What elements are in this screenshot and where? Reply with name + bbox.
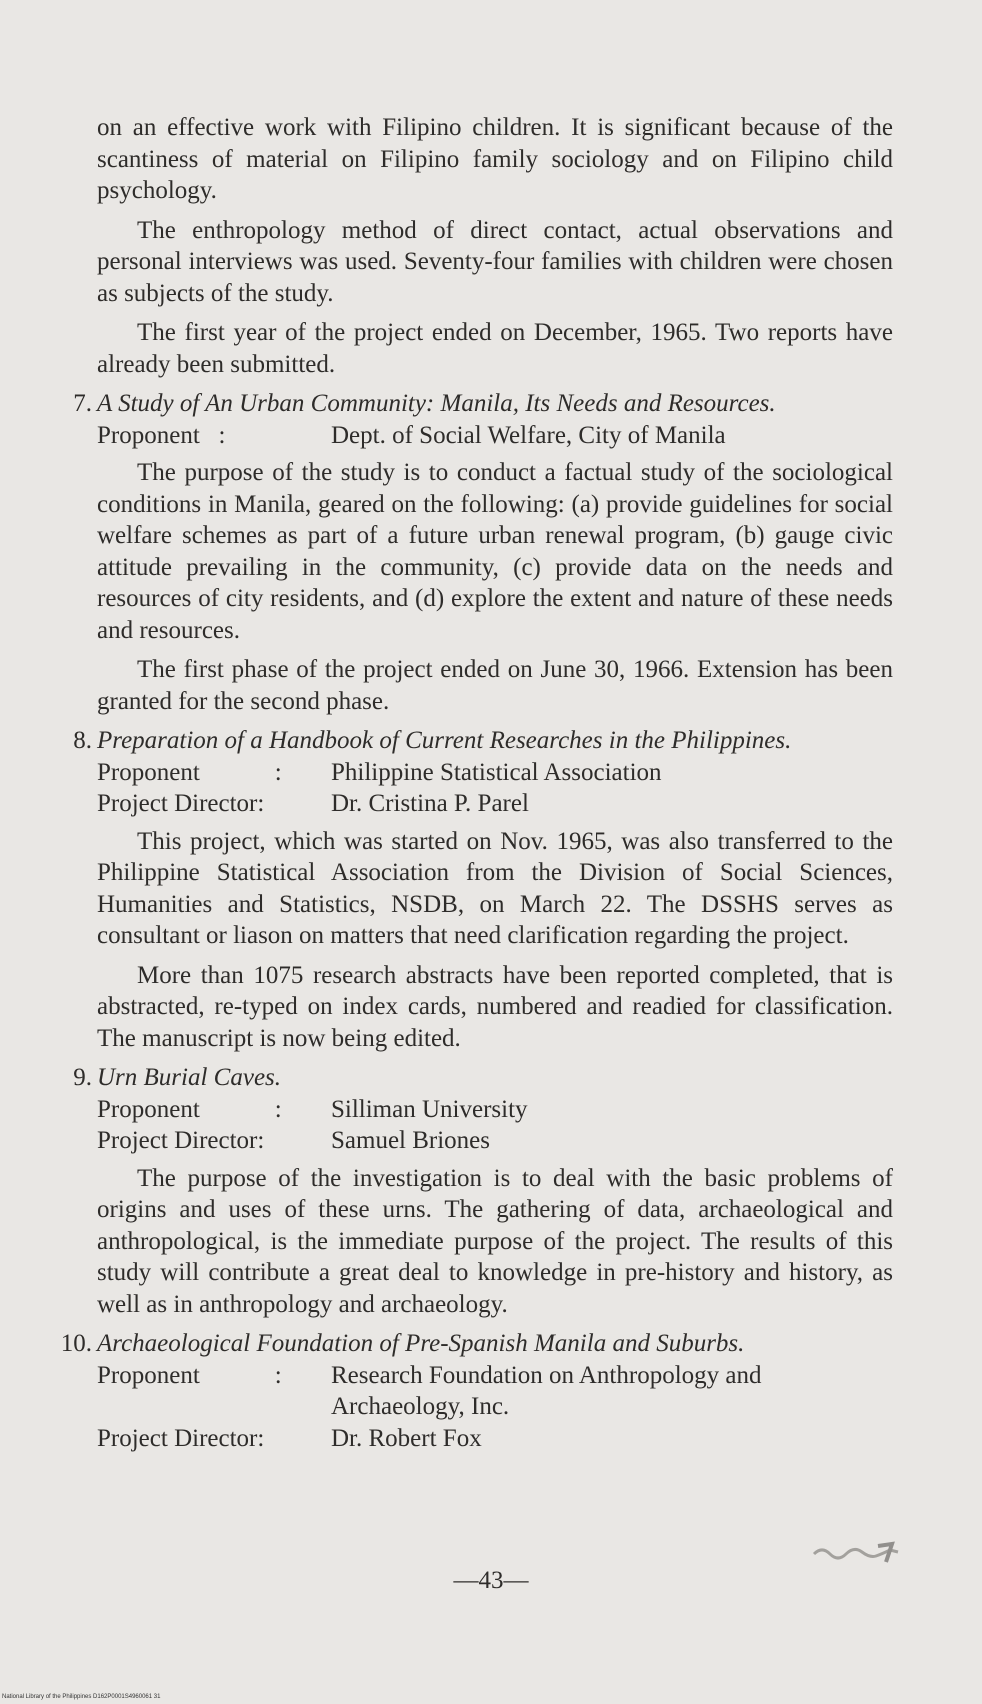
item-meta (97, 420, 893, 452)
item-paragraph: More than 1075 research abstracts have been reported completed, that is abstracted, re-typed on index cards, numbered and readied for classification. The manuscript is now being edited. (97, 961, 893, 1052)
meta-value-director: Dr. Cristina P. Parel (331, 790, 529, 817)
meta-label-proponent: Proponent : (97, 758, 282, 786)
page-content (60, 112, 893, 1454)
intro-paragraph-1: on an effective work with Filipino children. It is significant because of the scantiness of material on Filipino family sociology and on Filipino child psychology. (97, 114, 893, 204)
project-item-10 (60, 1328, 893, 1454)
item-paragraph: The first phase of the project ended on June 30, 1966. Extension has been granted for the second phase. (97, 656, 893, 715)
item-number: 7. (73, 390, 92, 417)
project-item-9 (73, 1062, 893, 1320)
meta-label-director: Project Director: (97, 790, 265, 817)
item-paragraph: The purpose of the study is to conduct a factual study of the sociological conditions in Manila, geared on the following: (a) provide guidelines for social welfare schemes as part of a future urban renewal program, (b) gauge civic attitude prevailing in the community, (c) provide data on the needs and resources of city residents, and (d) explore the extent and nature of these needs and resources. (97, 459, 893, 644)
meta-value-proponent: Silliman University (331, 1095, 528, 1123)
project-item-7 (73, 388, 893, 717)
meta-label-proponent: Proponent : (97, 1361, 282, 1389)
intro-paragraph-3: The first year of the project ended on December, 1965. Two reports have already been submitted. (97, 319, 893, 378)
meta-label-director: Project Director: (97, 1424, 265, 1452)
item-meta (97, 1094, 893, 1157)
item-title: Urn Burial Caves. (97, 1064, 282, 1091)
project-item-8 (73, 725, 893, 1054)
meta-value-director: Dr. Robert Fox (331, 1424, 482, 1452)
meta-label-proponent: Proponent : (97, 421, 226, 449)
item-paragraph: This project, which was started on Nov. 1965, was also transferred to the Philippine Statistical Association from the Division of Social Sciences, Humanities and Statistics, NSDB, on March 22. The DSSHS serves as consultant or liason on matters that need clarification regarding the project. (97, 827, 893, 949)
meta-value-proponent: Research Foundation on Anthropology and Archaeology, Inc. (331, 1361, 762, 1420)
meta-value-proponent: Dept. of Social Welfare, City of Manila (331, 421, 726, 449)
item-meta (97, 1360, 893, 1455)
intro-paragraph-2: The enthropology method of direct contact, actual observations and personal interviews was used. Seventy-four families with children were chosen as subjects of the study. (97, 216, 893, 307)
meta-label-director: Project Director: (97, 1127, 265, 1154)
item-number: 9. (73, 1064, 92, 1091)
item-number: 8. (73, 727, 92, 754)
faint-stamp-mark (808, 1540, 903, 1568)
item-title: A Study of An Urban Community: Manila, Its Needs and Resources. (97, 390, 776, 417)
item-paragraph: The purpose of the investigation is to deal with the basic problems of origins and uses of these urns. The gathering of data, archaeological and anthropological, is the immediate purpose of the project. The results of this study will contribute a great deal to knowledge in pre-history and history, as well as in anthropology and archaeology. (97, 1164, 893, 1318)
footer-note: National Library of the Philippines D162P0001S4960061 31 (2, 1694, 161, 1700)
item-title: Preparation of a Handbook of Current Researches in the Philippines. (97, 727, 792, 754)
page-number: —43— (453, 1567, 529, 1594)
item-meta (97, 757, 893, 820)
item-number: 10. (60, 1330, 92, 1357)
item-title: Archaeological Foundation of Pre-Spanish Manila and Suburbs. (97, 1330, 745, 1357)
meta-label-proponent: Proponent : (97, 1095, 282, 1123)
meta-value-proponent: Philippine Statistical Association (331, 758, 662, 786)
meta-value-director: Samuel Briones (331, 1127, 491, 1154)
